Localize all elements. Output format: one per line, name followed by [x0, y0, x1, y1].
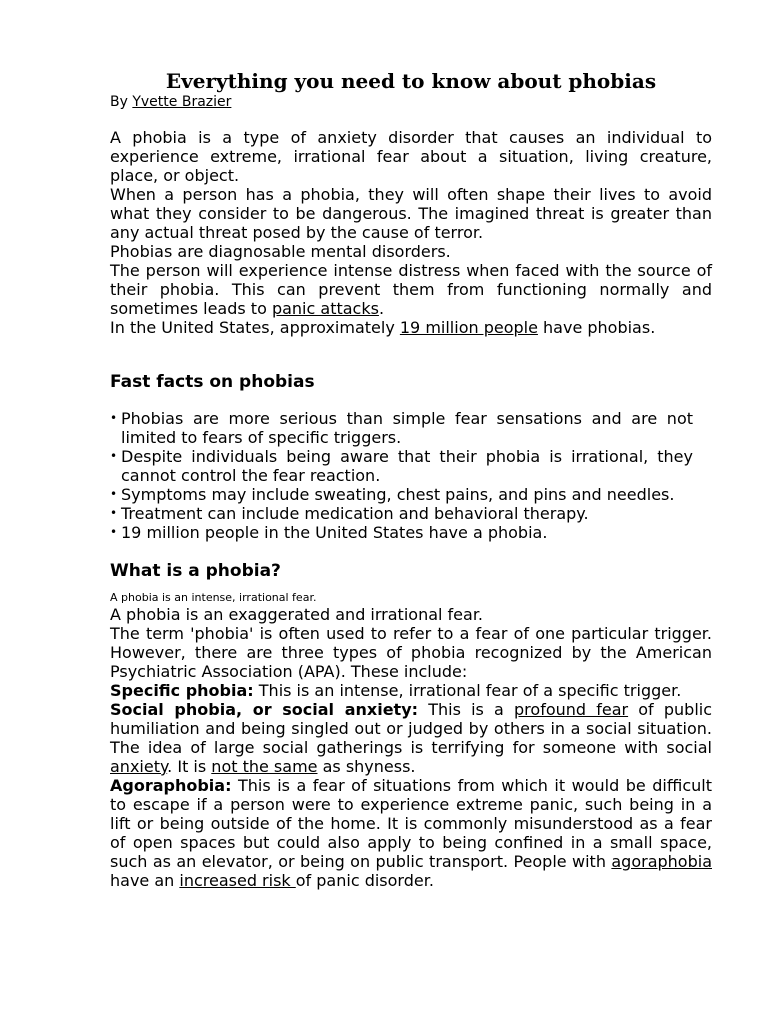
profound-fear-link[interactable]: profound fear: [514, 700, 629, 719]
image-caption: A phobia is an intense, irrational fear.: [110, 591, 317, 604]
intro-paragraph-4: [110, 261, 712, 318]
social-phobia-text-1: This is a: [418, 700, 515, 719]
specific-phobia-text: This is an intense, irrational fear of a specific trigger.: [253, 681, 682, 700]
not-the-same-link[interactable]: not the same: [211, 757, 318, 776]
social-phobia-label: Social phobia, or social anxiety:: [110, 700, 419, 719]
specific-phobia-label: Specific phobia:: [110, 681, 254, 700]
intro-paragraph-3: Phobias are diagnosable mental disorders.: [110, 242, 451, 261]
agoraphobia-paragraph: [110, 776, 712, 890]
agoraphobia-text-3: of panic disorder.: [295, 871, 434, 890]
intro-paragraph-5-end: have phobias.: [537, 318, 656, 337]
agoraphobia-label: Agoraphobia:: [110, 776, 232, 795]
bullet-icon: •: [110, 411, 118, 425]
intro-paragraph-4-text: The person will experience intense distress when faced with the source of their phobia. This can prevent them from functioning normally and sometimes leads to: [110, 261, 712, 318]
bullet-icon: •: [110, 449, 118, 463]
social-phobia-text-4: as shyness.: [317, 757, 416, 776]
specific-phobia-paragraph: [110, 681, 712, 700]
list-item: [110, 504, 693, 523]
intro-paragraph-1: A phobia is a type of anxiety disorder that causes an individual to experience extreme, irrational fear about a situation, living creature, place, or object.: [110, 128, 712, 185]
what-is-heading: What is a phobia?: [110, 561, 281, 581]
intro-paragraph-2: When a person has a phobia, they will often shape their lives to avoid what they consider to be dangerous. The imagined threat is greater than any actual threat posed by the cause of terror.: [110, 185, 712, 242]
nineteen-million-link[interactable]: 19 million people: [399, 318, 538, 337]
list-item-text: Despite individuals being aware that their phobia is irrational, they cannot control the fear reaction.: [121, 447, 693, 485]
social-phobia-paragraph: [110, 700, 712, 776]
bullet-icon: •: [110, 525, 118, 539]
what-is-paragraph-1: A phobia is an exaggerated and irrational fear.: [110, 605, 484, 624]
bullet-icon: •: [110, 487, 118, 501]
list-item: [110, 485, 693, 504]
panic-attacks-link[interactable]: panic attacks: [271, 299, 379, 318]
list-item-text: Phobias are more serious than simple fear sensations and are not limited to fears of specific triggers.: [121, 409, 693, 447]
list-item: [110, 523, 693, 542]
article-body: [110, 68, 712, 890]
fast-facts-heading: Fast facts on phobias: [110, 372, 315, 392]
byline-prefix: By: [110, 94, 133, 110]
intro-paragraph-5-text: In the United States, approximately: [110, 318, 400, 337]
social-phobia-text-3: . It is: [167, 757, 212, 776]
byline: [110, 94, 712, 110]
agoraphobia-text-1: This is a fear of situations from which it would be difficult to escape if a person were to experience extreme panic, such being in a lift or being outside of the home. It is commonly misunderstood as a fear of open spaces but could also apply to being confined in a small space, such as an elevator, or being on public transport. People with: [110, 776, 712, 871]
increased-risk-link[interactable]: increased risk: [179, 871, 296, 890]
list-item-text: Treatment can include medication and behavioral therapy.: [121, 504, 589, 523]
list-item-text: 19 million people in the United States have a phobia.: [121, 523, 548, 542]
list-item: [110, 409, 693, 447]
what-is-paragraph-2: The term 'phobia' is often used to refer to a fear of one particular trigger. However, there are three types of phobia recognized by the American Psychiatric Association (APA). These include:: [110, 624, 712, 681]
author-link[interactable]: Yvette Brazier: [132, 94, 232, 110]
anxiety-link[interactable]: anxiety: [110, 757, 168, 776]
agoraphobia-link[interactable]: agoraphobia: [611, 852, 712, 871]
bullet-icon: •: [110, 506, 118, 520]
article-title: Everything you need to know about phobias: [165, 69, 657, 93]
intro-paragraph-4-end: .: [378, 299, 385, 318]
intro-paragraph-5: [110, 318, 712, 337]
fast-facts-list: [110, 409, 693, 542]
list-item-text: Symptoms may include sweating, chest pains, and pins and needles.: [121, 485, 675, 504]
list-item: [110, 447, 693, 485]
social-phobia-text-2: of public humiliation and being singled out or judged by others in a social situation. The idea of large social gatherings is terrifying for someone with social: [110, 700, 713, 757]
agoraphobia-text-2: have an: [110, 871, 180, 890]
